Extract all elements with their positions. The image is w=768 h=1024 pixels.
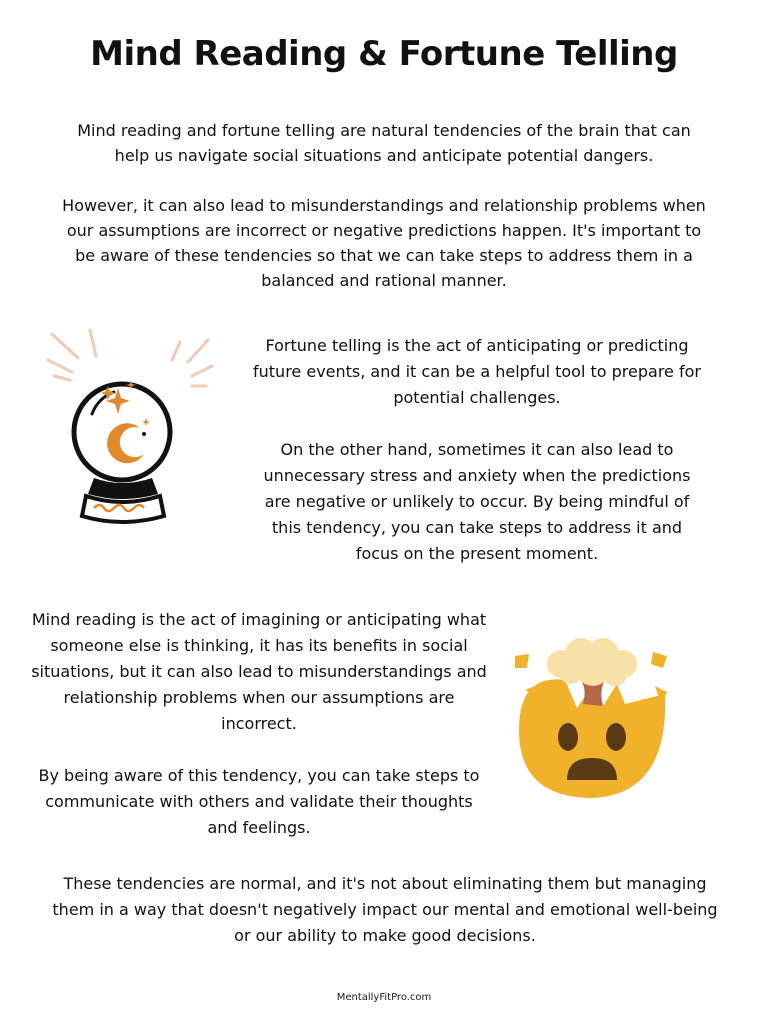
intro-section xyxy=(60,118,708,318)
mind-reading-section xyxy=(30,607,488,867)
crystal-ball-icon xyxy=(40,322,220,532)
fortune-telling-section xyxy=(252,333,702,593)
fortune-telling-term: Fortune telling xyxy=(265,336,382,355)
intro-paragraph-1: Mind reading and fortune telling are natural tendencies of the brain that can help us navigate social situations and anticipate potential dangers. xyxy=(77,121,691,165)
closing-paragraph: These tendencies are normal, and it's not about eliminating them but managing them in a way that doesn't negatively impact our mental and emotional well-being or our ability to make good decisions. xyxy=(52,874,718,945)
exploding-head-icon xyxy=(505,634,680,809)
mind-reading-paragraph-1 xyxy=(30,607,488,737)
footer-website: MentallyFitPro.com xyxy=(336,992,432,1003)
fortune-telling-paragraph-2: On the other hand, sometimes it can also lead to unnecessary stress and anxiety when the predictions are negative or unlikely to occur. By being mindful of this tendency, you can take steps to address it and focus on the present moment. xyxy=(263,440,691,563)
mind-reading-paragraph-2: By being aware of this tendency, you can take steps to communicate with others and validate their thoughts and feelings. xyxy=(38,766,480,837)
mind-reading-term: Mind reading xyxy=(31,610,137,629)
fortune-telling-definition: is the act of anticipating or predicting future events, and it can be a helpful tool to prepare for potential challenges. xyxy=(253,336,701,407)
intro-paragraph-2: However, it can also lead to misunderstandings and relationship problems when our assumptions are incorrect or negative predictions happen. It's important to be aware of these tendencies so that we can take steps to address them in a balanced and rational manner. xyxy=(62,196,706,290)
page-title: Mind Reading & Fortune Telling xyxy=(90,34,678,74)
mind-reading-definition: is the act of imagining or anticipating what someone else is thinking, it has its benefits in social situations, but it can also lead to misunderstandings and relationship problems when our assumptions are incorrect. xyxy=(31,610,487,733)
fortune-telling-paragraph-1 xyxy=(252,333,702,411)
